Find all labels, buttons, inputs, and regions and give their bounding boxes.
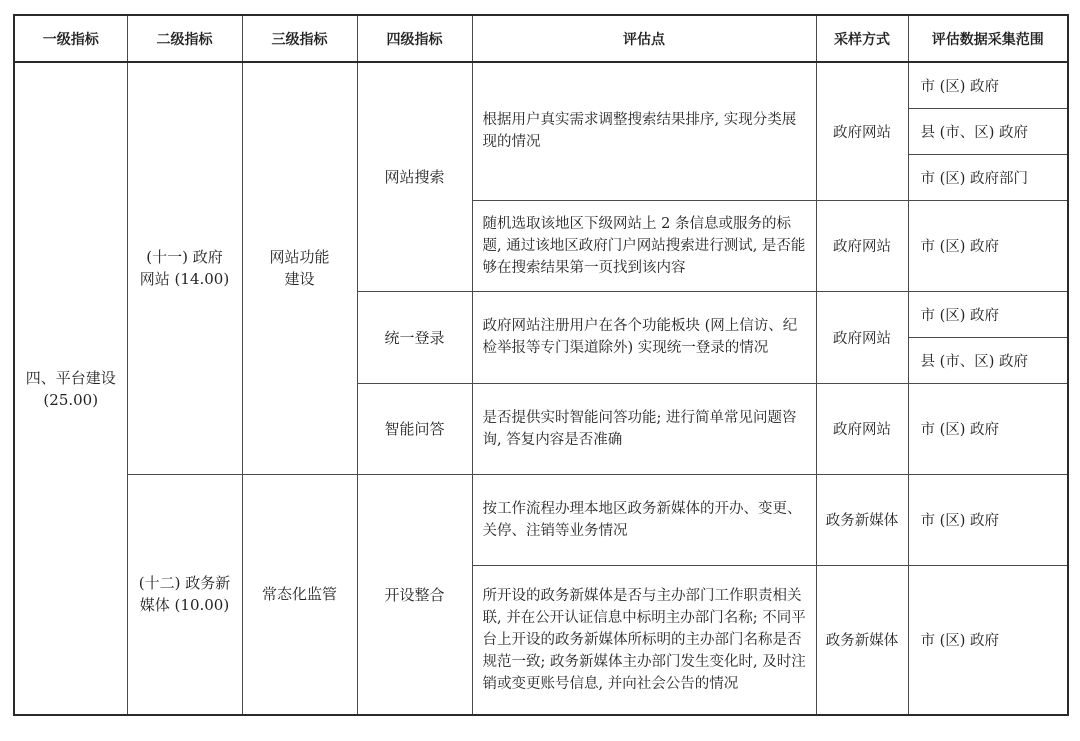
header-row: [14, 15, 1068, 62]
scope-cell: 市 (区) 政府: [908, 200, 1068, 291]
level1-cell: [14, 62, 127, 715]
level4-cell-smart-qa: 智能问答: [357, 383, 472, 474]
header-collection-scope: 评估数据采集范围: [908, 15, 1068, 62]
header-sampling-method: 采样方式: [816, 15, 908, 62]
level2-score: 媒体 (10.00): [139, 596, 230, 615]
level2-score: 网站 (14.00): [139, 270, 230, 289]
sampling-method: 政府网站: [816, 383, 908, 474]
level3-name-line2: 建设: [284, 270, 315, 289]
level4-cell-setup-integration: 开设整合: [357, 474, 472, 715]
evaluation-index-table: [13, 14, 1069, 716]
sampling-method: 政府网站: [816, 200, 908, 291]
scope-cell: 市 (区) 政府: [908, 62, 1068, 108]
evaluation-point: 根据用户真实需求调整搜索结果排序, 实现分类展现的情况: [472, 62, 816, 200]
header-level1: 一级指标: [14, 15, 127, 62]
scope-cell: 县 (市、区) 政府: [908, 337, 1068, 383]
level3-name-line1: 网站功能: [269, 248, 330, 267]
scope-cell: 市 (区) 政府: [908, 291, 1068, 337]
evaluation-point: 按工作流程办理本地区政务新媒体的开办、变更、关停、注销等业务情况: [472, 474, 816, 565]
level4-cell-search: 网站搜索: [357, 62, 472, 291]
header-level3: 三级指标: [242, 15, 357, 62]
scope-cell: 市 (区) 政府: [908, 474, 1068, 565]
level2-name: (十二) 政务新: [138, 574, 231, 593]
evaluation-point: 政府网站注册用户在各个功能板块 (网上信访、纪检举报等专门渠道除外) 实现统一登录的情况: [472, 291, 816, 383]
level2-cell-website: [127, 62, 242, 474]
scope-cell: 市 (区) 政府: [908, 383, 1068, 474]
header-level4: 四级指标: [357, 15, 472, 62]
header-level2: 二级指标: [127, 15, 242, 62]
sampling-method: 政府网站: [816, 62, 908, 200]
level2-cell-new-media: [127, 474, 242, 715]
level1-name: 四、平台建设: [25, 368, 116, 387]
sampling-method: 政务新媒体: [816, 565, 908, 715]
scope-cell: 县 (市、区) 政府: [908, 108, 1068, 154]
evaluation-table-page: [13, 14, 1069, 716]
sampling-method: 政府网站: [816, 291, 908, 383]
scope-cell: 市 (区) 政府部门: [908, 154, 1068, 200]
evaluation-point: 所开设的政务新媒体是否与主办部门工作职责相关联, 并在公开认证信息中标明主办部门名称; 不同平台上开设的政务新媒体所标明的主办部门名称是否规范一致; 政务新媒体主办部门发生变化时, 及时注销或变更账号信息, 并向社会公告的情况: [472, 565, 816, 715]
evaluation-point: 随机选取该地区下级网站上 2 条信息或服务的标题, 通过该地区政府门户网站搜索进行测试, 是否能够在搜索结果第一页找到该内容: [472, 200, 816, 291]
header-evaluation-point: 评估点: [472, 15, 816, 62]
level3-cell-website-function: [242, 62, 357, 474]
scope-cell: 市 (区) 政府: [908, 565, 1068, 715]
level4-cell-unified-login: 统一登录: [357, 291, 472, 383]
level1-score: (25.00): [43, 390, 99, 409]
level2-name: (十一) 政府: [146, 248, 223, 267]
evaluation-point: 是否提供实时智能问答功能; 进行简单常见问题咨询, 答复内容是否准确: [472, 383, 816, 474]
level3-name-line1: 常态化监管: [261, 585, 337, 604]
table-row: [14, 474, 1068, 565]
sampling-method: 政务新媒体: [816, 474, 908, 565]
table-row: [14, 62, 1068, 108]
level3-cell-regular-supervision: [242, 474, 357, 715]
